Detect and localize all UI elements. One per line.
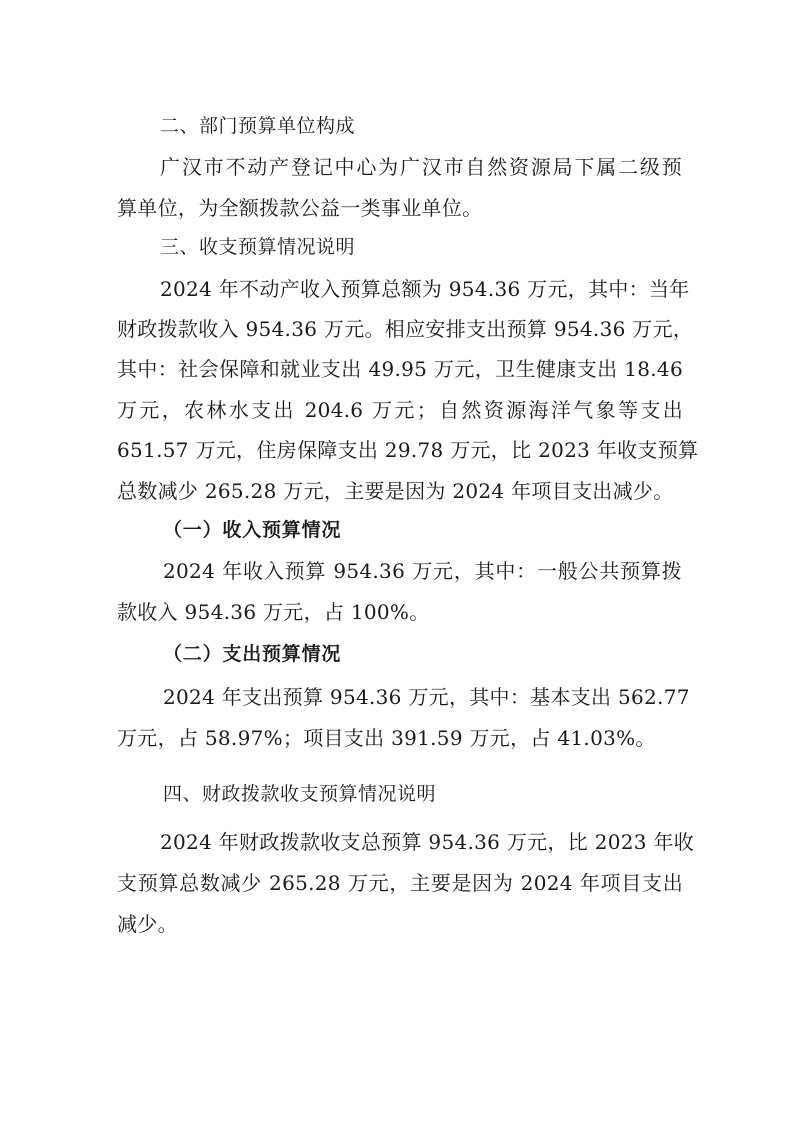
subsection-income-line-1: 2024 年收入预算 954.36 万元，其中：一般公共预算拨 (163, 559, 682, 583)
section-4-heading: 四、财政拨款收支预算情况说明 (163, 783, 437, 805)
section-3-line-6: 总数减少 265.28 万元，主要是因为 2024 年项目支出减少。 (117, 479, 674, 503)
subsection-expense-heading: （二）支出预算情况 (163, 643, 342, 665)
section-3-line-2: 财政拨款收入 954.36 万元。相应安排支出预算 954.36 万元， (117, 317, 694, 341)
section-4-line-1: 2024 年财政拨款收支总预算 954.36 万元，比 2023 年收 (160, 830, 695, 854)
section-3-line-3: 其中：社会保障和就业支出 49.95 万元，卫生健康支出 18.46 (117, 357, 683, 381)
section-3-heading: 三、收支预算情况说明 (160, 236, 356, 258)
subsection-income-line-2: 款收入 954.36 万元，占 100%。 (117, 600, 430, 624)
subsection-expense-line-1: 2024 年支出预算 954.36 万元，其中：基本支出 562.77 (163, 685, 690, 709)
subsection-expense-line-2: 万元，占 58.97%；项目支出 391.59 万元，占 41.03%。 (117, 726, 656, 750)
section-3-line-1: 2024 年不动产收入预算总额为 954.36 万元，其中：当年 (160, 277, 690, 301)
subsection-income-heading: （一）收入预算情况 (163, 519, 342, 541)
section-3-line-4: 万元，农林水支出 204.6 万元；自然资源海洋气象等支出 (117, 398, 683, 422)
section-2-line-2: 算单位，为全额拨款公益一类事业单位。 (117, 196, 483, 220)
section-2-line-1: 广汉市不动产登记中心为广汉市自然资源局下属二级预 (160, 155, 682, 179)
section-4-line-2: 支预算总数减少 265.28 万元，主要是因为 2024 年项目支出 (117, 871, 683, 895)
section-2-heading: 二、部门预算单位构成 (160, 115, 356, 137)
section-4-line-3: 减少。 (117, 912, 178, 936)
section-3-line-5: 651.57 万元，住房保障支出 29.78 万元，比 2023 年收支预算 (117, 438, 699, 462)
